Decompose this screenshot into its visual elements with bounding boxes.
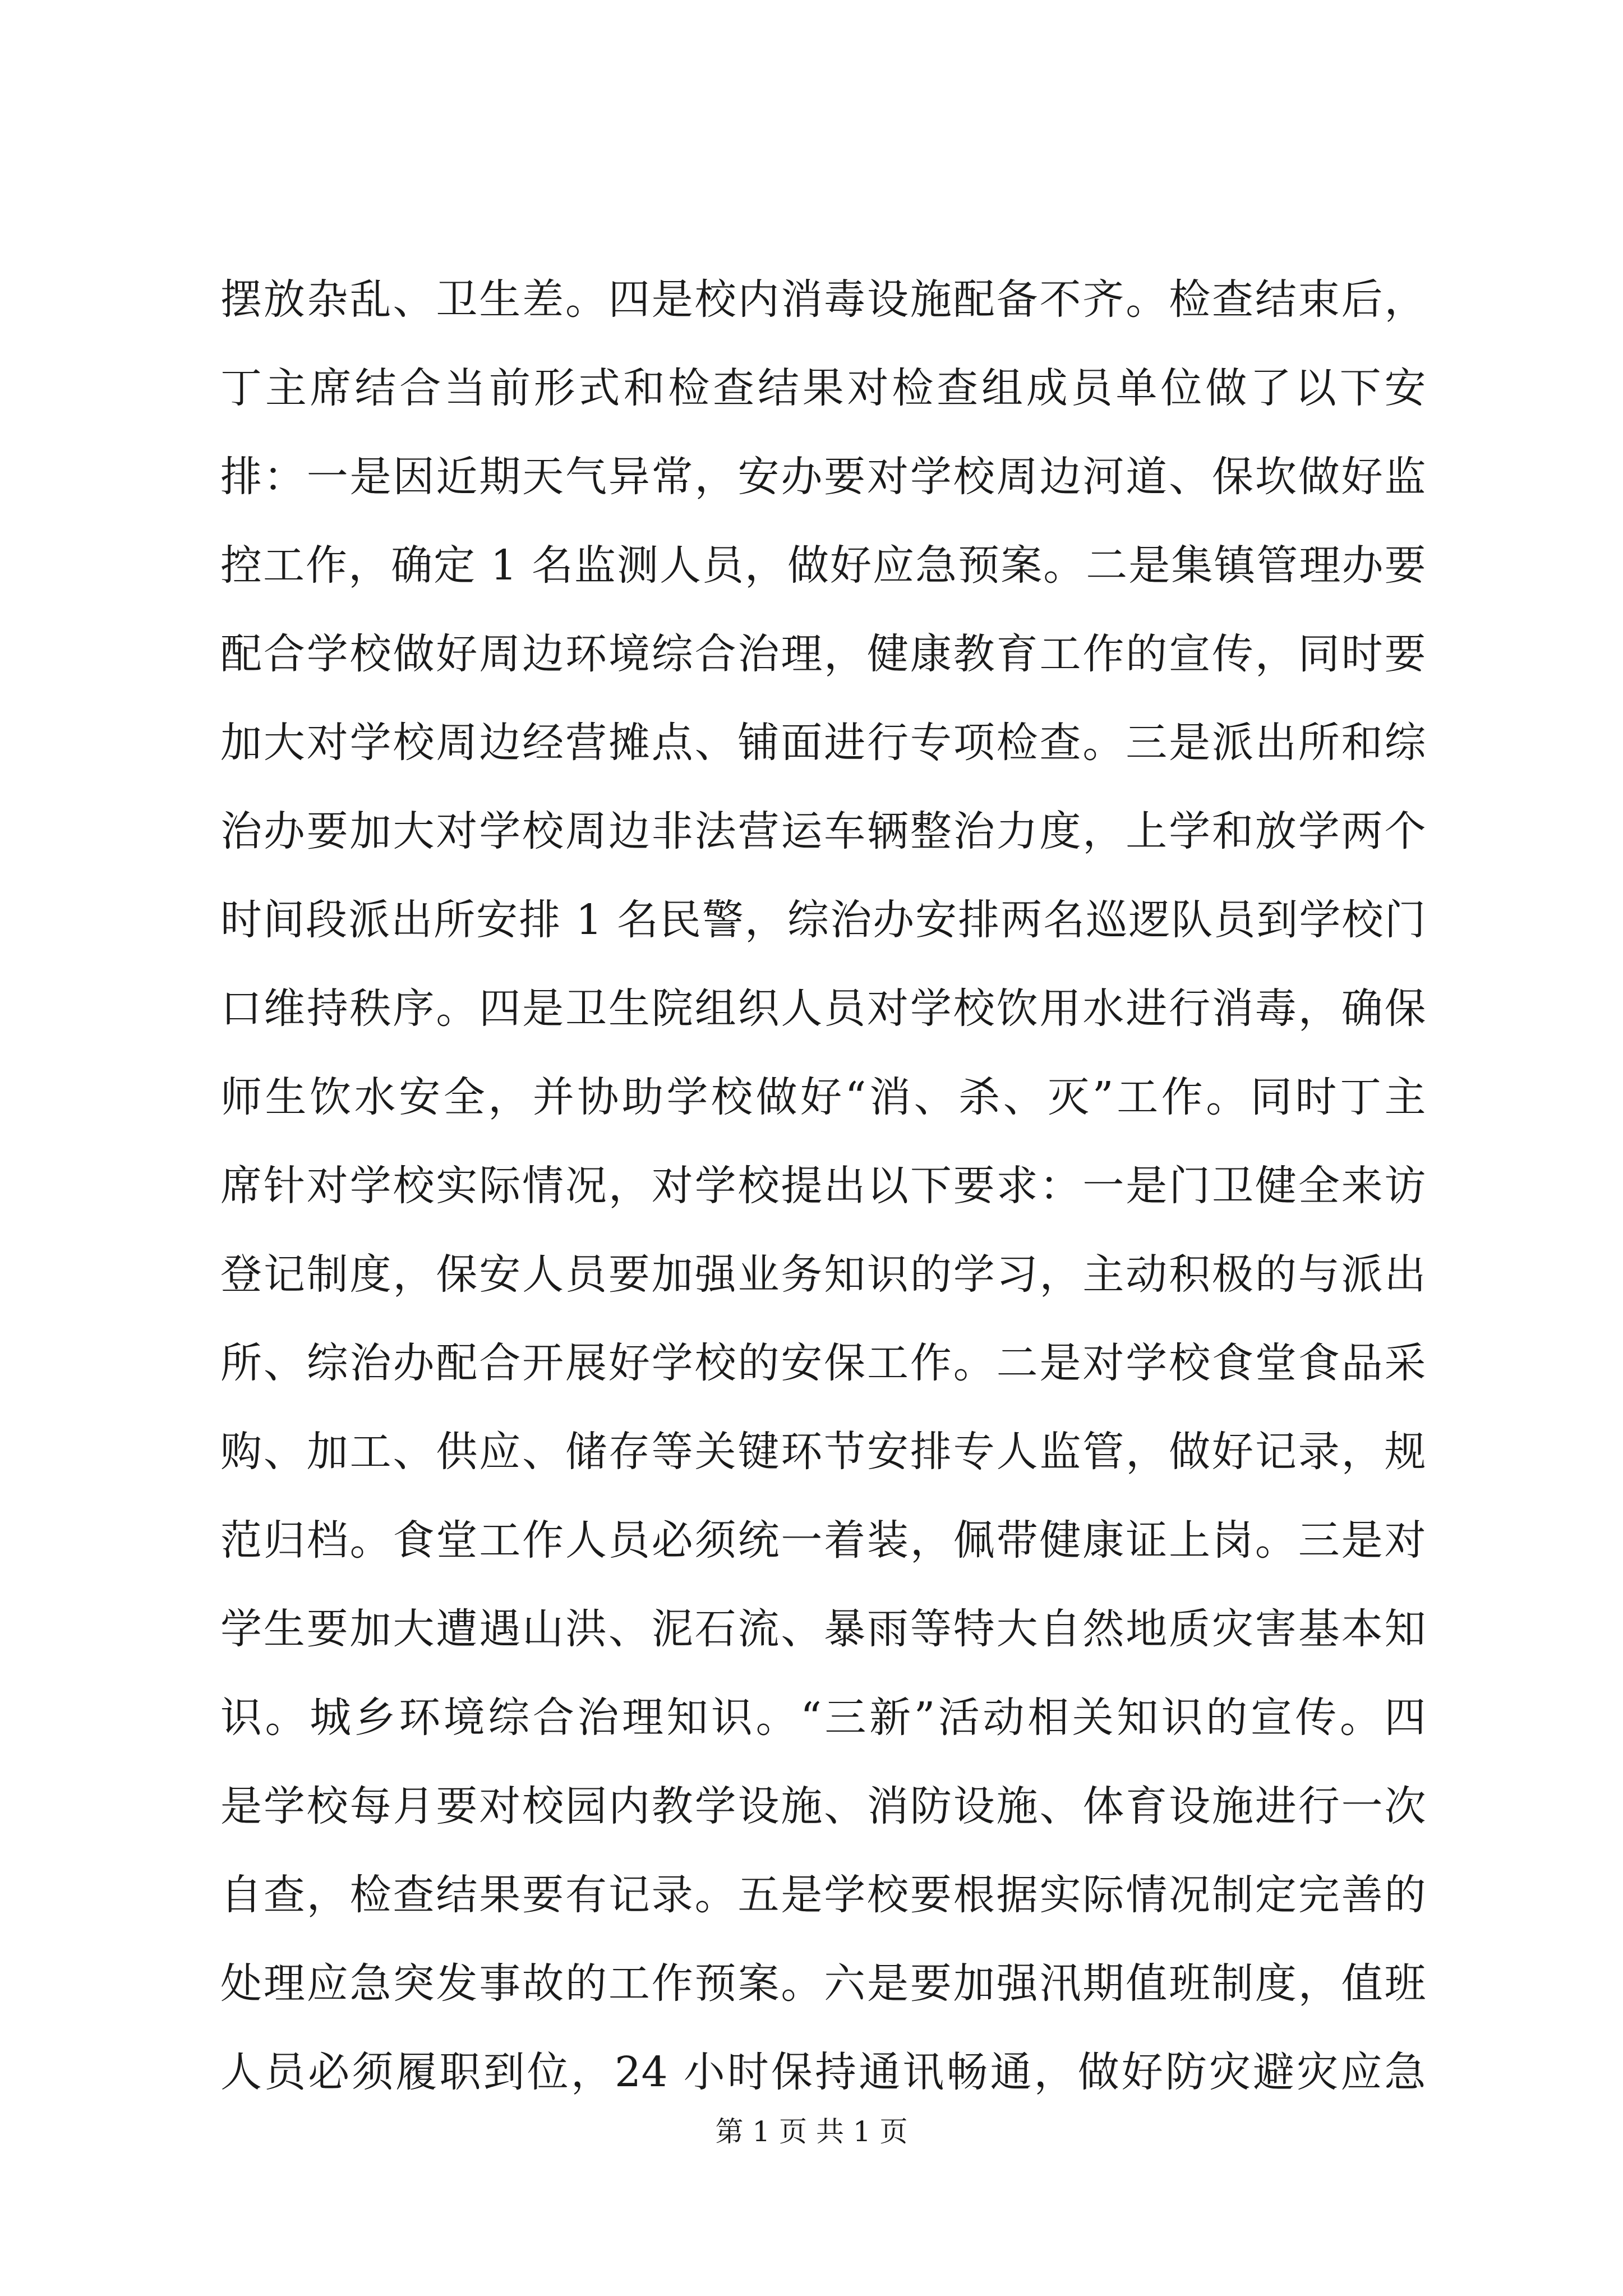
text-line: 学生要加大遭遇山洪、泥石流、暴雨等特大自然地质灾害基本知 [220, 1605, 1426, 1653]
text-line: 治办要加大对学校周边非法营运车辆整治力度，上学和放学两个 [220, 807, 1426, 855]
text-line: 师生饮水安全，并协助学校做好“消、杀、灭”工作。同时丁主 [220, 1073, 1426, 1121]
text-line: 时间段派出所安排 1 名民警，综治办安排两名巡逻队员到学校门 [220, 896, 1426, 944]
body-text [220, 255, 1426, 2116]
text-line: 人员必须履职到位，24 小时保持通讯畅通，做好防灾避灾应急 [220, 2048, 1426, 2096]
text-line: 控工作，确定 1 名监测人员，做好应急预案。二是集镇管理办要 [220, 541, 1426, 590]
text-line: 口维持秩序。四是卫生院组织人员对学校饮用水进行消毒，确保 [220, 984, 1426, 1033]
text-line: 排：一是因近期天气异常，安办要对学校周边河道、保坎做好监 [220, 453, 1426, 501]
page-footer: 第 1 页 共 1 页 [715, 2115, 908, 2148]
text-line: 是学校每月要对校园内教学设施、消防设施、体育设施进行一次 [220, 1782, 1426, 1830]
text-line: 识。城乡环境综合治理知识。“三新”活动相关知识的宣传。四 [220, 1694, 1426, 1742]
text-line: 丁主席结合当前形式和检查结果对检查组成员单位做了以下安 [220, 364, 1426, 412]
text-line: 席针对学校实际情况，对学校提出以下要求：一是门卫健全来访 [220, 1162, 1426, 1210]
text-line: 加大对学校周边经营摊点、铺面进行专项检查。三是派出所和综 [220, 719, 1426, 767]
text-line: 自查，检查结果要有记录。五是学校要根据实际情况制定完善的 [220, 1871, 1426, 1919]
text-line: 所、综治办配合开展好学校的安保工作。二是对学校食堂食品采 [220, 1339, 1426, 1387]
text-line: 配合学校做好周边环境综合治理，健康教育工作的宣传，同时要 [220, 630, 1426, 678]
text-line: 购、加工、供应、储存等关键环节安排专人监管，做好记录，规 [220, 1428, 1426, 1476]
text-line: 登记制度，保安人员要加强业务知识的学习，主动积极的与派出 [220, 1250, 1426, 1299]
text-line: 处理应急突发事故的工作预案。六是要加强汛期值班制度，值班 [220, 1959, 1426, 2008]
text-line: 摆放杂乱、卫生差。四是校内消毒设施配备不齐。检查结束后， [220, 275, 1426, 324]
text-line: 范归档。食堂工作人员必须统一着装，佩带健康证上岗。三是对 [220, 1516, 1426, 1565]
